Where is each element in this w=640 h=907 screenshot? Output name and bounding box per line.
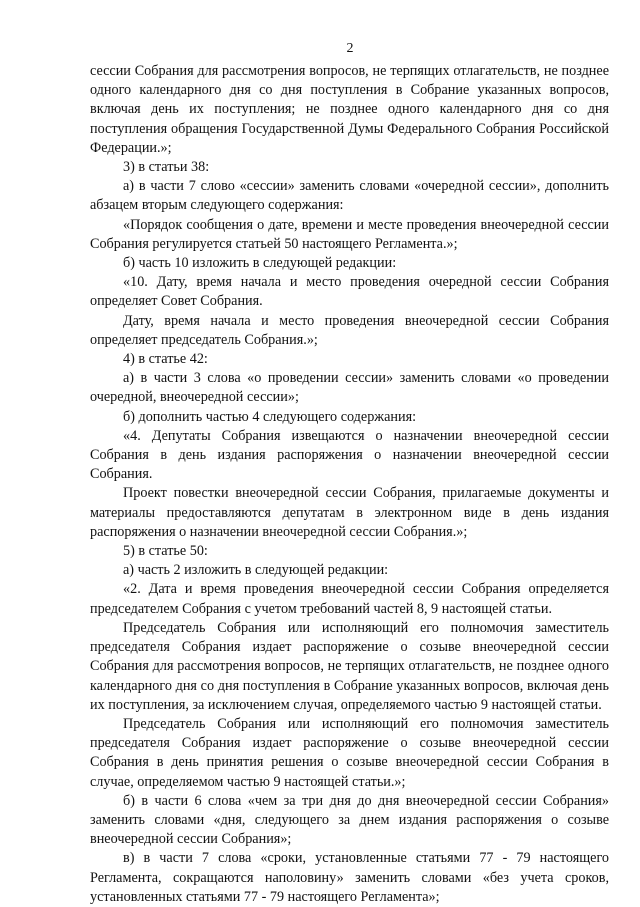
paragraph: а) часть 2 изложить в следующей редакции: xyxy=(123,562,389,579)
paragraph: 4) в статье 42: xyxy=(123,351,208,368)
paragraph: а) в части 7 слово «сессии» заменить словами «очередной сессии», дополнить абзацем вторым следующего содержания: xyxy=(90,178,609,214)
paragraph: Председатель Собрания или исполняющий его полномочия заместитель председателя Собрания издает распоряжение о созыве внеочередной сессии Собрания в день принятия решения о созыве внеочередной сессии Собрания в случае, определяемом частью 9 настоящей статьи.»; xyxy=(90,715,609,790)
paragraph: Дату, время начала и место проведения внеочередной сессии Собрания определяет председатель Собрания.»; xyxy=(90,312,609,348)
paragraph: а) в части 3 слова «о проведении сессии» заменить словами «о проведении очередной, внеочередной сессии»; xyxy=(90,370,609,406)
paragraph: б) дополнить частью 4 следующего содержания: xyxy=(123,408,417,425)
paragraph: в) в части 7 слова «сроки, установленные статьями 77 - 79 настоящего Регламента, сокращаются наполовину» заменить словами «без учета сроков, установленных статьями 77 - 79 настоящего Регламента»; xyxy=(90,850,609,905)
paragraph: «2. Дата и время проведения внеочередной сессии Собрания определяется председателем Собрания с учетом требований частей 8, 9 настоящей статьи. xyxy=(90,581,609,617)
paragraph: «Порядок сообщения о дате, времени и месте проведения внеочередной сессии Собрания регулируется статьей 50 настоящего Регламента.»; xyxy=(90,216,609,252)
paragraph: Председатель Собрания или исполняющий его полномочия заместитель председателя Собрания издает распоряжение о созыве внеочередной сессии Собрания для рассмотрения вопросов, не терпящих отлагательств, не позднее одного календарного дня со дня поступления в Собрание указанных вопросов, включая день их поступления, за исключением случая, определяемого частью 9 настоящей статьи. xyxy=(90,619,609,713)
paragraph: 3) в статьи 38: xyxy=(123,159,210,176)
paragraph: «10. Дату, время начала и место проведения очередной сессии Собрания определяет Совет Собрания. xyxy=(90,274,609,310)
paragraph: б) в части 6 слова «чем за три дня до дня внеочередной сессии Собрания» заменить словами «дня, следующего за днем издания распоряжения о созыве внеочередной сессии Собрания»; xyxy=(90,792,609,848)
paragraph: б) часть 10 изложить в следующей редакции: xyxy=(123,255,397,272)
document-body xyxy=(90,62,609,907)
page-number: 2 xyxy=(346,41,354,56)
paragraph: 5) в статье 50: xyxy=(123,543,208,560)
paragraph: «4. Депутаты Собрания извещаются о назначении внеочередной сессии Собрания в день издания распоряжения о назначении внеочередной сессии Собрания. xyxy=(90,427,609,483)
paragraph: сессии Собрания для рассмотрения вопросов, не терпящих отлагательств, не позднее одного календарного дня со дня поступления в Собрание указанных вопросов, включая день их поступления; не позднее одного календарного дня со дня поступления обращения Государственной Думы Федерального Собрания Российской Федерации.»; xyxy=(90,63,609,156)
paragraph: Проект повестки внеочередной сессии Собрания, прилагаемые документы и материалы предоставляются депутатам в электронном виде в день издания распоряжения о назначении внеочередной сессии Собрания.»; xyxy=(90,485,609,540)
